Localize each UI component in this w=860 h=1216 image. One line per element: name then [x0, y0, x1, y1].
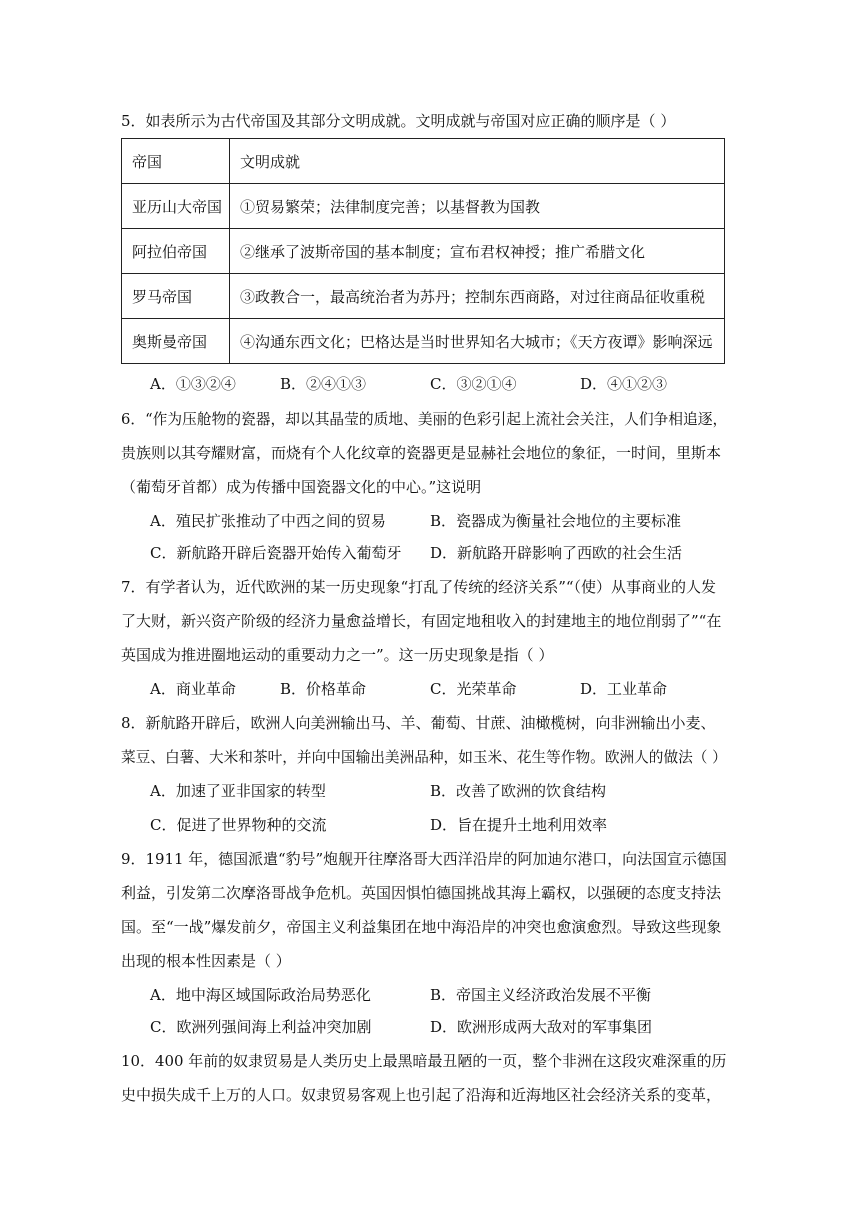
q9-stem-line: 出现的根本性因素是（ ）: [121, 952, 291, 970]
table-row: [122, 274, 725, 319]
q8-option-a[interactable]: A．加速了亚非国家的转型: [150, 782, 326, 800]
q6-stem-line: 贵族则以其夸耀财富，而烧有个人化纹章的瓷器更是显赫社会地位的象征，一时间，里斯本: [121, 444, 722, 462]
q9-option-a[interactable]: A．地中海区域国际政治局势恶化: [150, 986, 371, 1004]
q8-stem-line: 8．新航路开辟后，欧洲人向美洲输出马、羊、葡萄、甘蔗、油橄榄树，向非洲输出小麦、: [121, 714, 716, 732]
q10-stem-line: 10．400 年前的奴隶贸易是人类历史上最黑暗最丑陋的一页，整个非洲在这段灾难深重的历: [121, 1052, 727, 1070]
q6-option-a[interactable]: A．殖民扩张推动了中西之间的贸易: [150, 512, 386, 530]
q9-option-d[interactable]: D．欧洲形成两大敌对的军事集团: [430, 1018, 653, 1036]
q6-stem-line: 6．“作为压舱物的瓷器，却以其晶莹的质地、美丽的色彩引起上流社会关注，人们争相追逐，: [121, 410, 728, 428]
table-cell-achievement: ②继承了波斯帝国的基本制度；宣布君权神授；推广希腊文化: [230, 229, 725, 274]
q6-option-c[interactable]: C．新航路开辟后瓷器开始传入葡萄牙: [150, 544, 402, 562]
q7-stem-line: 英国成为推进圈地运动的重要动力之一”。这一历史现象是指（ ）: [121, 646, 554, 664]
q5-option-c[interactable]: C．③②①④: [430, 375, 517, 393]
q8-option-b[interactable]: B．改善了欧洲的饮食结构: [430, 782, 607, 800]
q9-option-c[interactable]: C．欧洲列强间海上利益冲突加剧: [150, 1018, 372, 1036]
q7-stem-line: 7．有学者认为，近代欧洲的某一历史现象“打乱了传统的经济关系”“（使）从事商业的人发: [121, 578, 717, 596]
table-cell-achievement: ③政教合一，最高统治者为苏丹；控制东西商路，对过往商品征收重税: [230, 274, 725, 319]
q6-stem-line: （葡萄牙首都）成为传播中国瓷器文化的中心。”这说明: [121, 478, 482, 496]
table-row: [122, 319, 725, 364]
empire-achievement-table: [121, 138, 725, 364]
q5-option-d[interactable]: D．④①②③: [580, 375, 668, 393]
q10-stem-line: 史中损失成千上万的人口。奴隶贸易客观上也引起了沿海和近海地区社会经济关系的变革，: [121, 1086, 722, 1104]
q5-option-b[interactable]: B．②④①③: [280, 375, 367, 393]
q6-option-d[interactable]: D．新航路开辟影响了西欧的社会生活: [430, 544, 683, 562]
q5-option-a[interactable]: A．①③②④: [150, 375, 236, 393]
q8-option-d[interactable]: D．旨在提升土地利用效率: [430, 816, 608, 834]
table-cell-empire: 阿拉伯帝国: [122, 229, 230, 274]
table-header-cell: 帝国: [122, 139, 230, 184]
q7-option-a[interactable]: A．商业革命: [150, 680, 236, 698]
q7-option-b[interactable]: B．价格革命: [280, 680, 367, 698]
q9-stem-line: 9．1911 年，德国派遣“豹号”炮舰开往摩洛哥大西洋沿岸的阿加迪尔港口，向法国宣示德国: [121, 850, 727, 868]
q9-stem-line: 国。至“一战”爆发前夕，帝国主义利益集团在地中海沿岸的冲突也愈演愈烈。导致这些现象: [121, 918, 722, 936]
table-cell-achievement: ④沟通东西文化；巴格达是当时世界知名大城市；《天方夜谭》影响深远: [230, 319, 725, 364]
table-cell-empire: 亚历山大帝国: [122, 184, 230, 229]
q7-option-c[interactable]: C．光荣革命: [430, 680, 517, 698]
table-header-row: [122, 139, 725, 184]
q9-stem-line: 利益，引发第二次摩洛哥战争危机。英国因惧怕德国挑战其海上霸权，以强硬的态度支持法: [121, 884, 722, 902]
q8-stem-line: 菜豆、白薯、大米和茶叶，并向中国输出美洲品种，如玉米、花生等作物。欧洲人的做法（ ）: [121, 748, 727, 766]
table-row: [122, 229, 725, 274]
q5-stem: 5．如表所示为古代帝国及其部分文明成就。文明成就与帝国对应正确的顺序是（ ）: [121, 112, 676, 130]
table-cell-empire: 罗马帝国: [122, 274, 230, 319]
q6-option-b[interactable]: B．瓷器成为衡量社会地位的主要标准: [430, 512, 682, 530]
table-row: [122, 184, 725, 229]
q8-option-c[interactable]: C．促进了世界物种的交流: [150, 816, 327, 834]
q9-option-b[interactable]: B．帝国主义经济政治发展不平衡: [430, 986, 652, 1004]
table-header-cell: 文明成就: [230, 139, 725, 184]
q7-option-d[interactable]: D．工业革命: [580, 680, 668, 698]
table-cell-achievement: ①贸易繁荣；法律制度完善；以基督教为国教: [230, 184, 725, 229]
table-cell-empire: 奥斯曼帝国: [122, 319, 230, 364]
q7-stem-line: 了大财，新兴资产阶级的经济力量愈益增长，有固定地租收入的封建地主的地位削弱了”“在: [121, 612, 722, 630]
